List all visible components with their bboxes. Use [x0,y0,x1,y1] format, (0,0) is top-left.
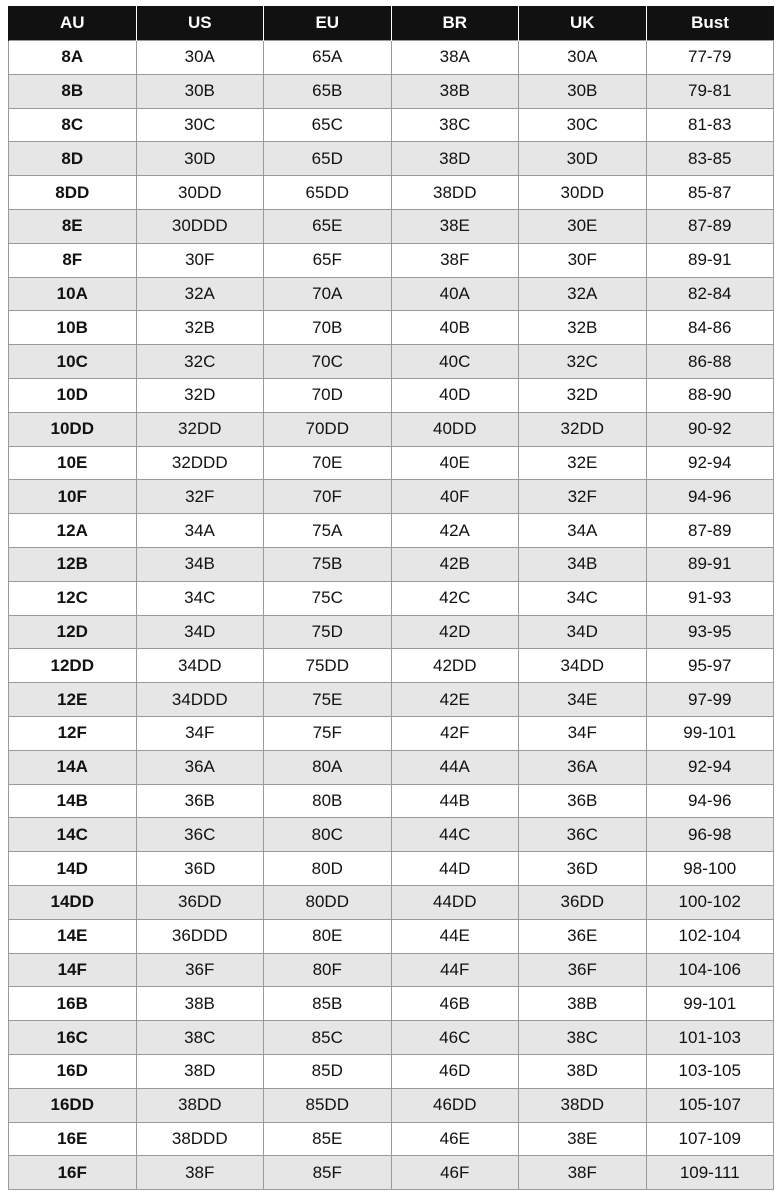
eu-cell: 80B [264,784,392,818]
au-cell: 12A [9,514,137,548]
uk-cell: 32E [519,446,647,480]
us-cell: 30C [136,108,264,142]
us-cell: 36D [136,852,264,886]
au-cell: 10A [9,277,137,311]
br-cell: 38DD [391,176,519,210]
eu-cell: 70F [264,480,392,514]
eu-cell: 70E [264,446,392,480]
bust-cell: 77-79 [646,41,774,75]
br-cell: 44A [391,750,519,784]
bust-cell: 102-104 [646,919,774,953]
us-cell: 30DD [136,176,264,210]
eu-cell: 65A [264,41,392,75]
au-cell: 10D [9,378,137,412]
table-row [9,649,774,683]
uk-cell: 32B [519,311,647,345]
au-cell: 12DD [9,649,137,683]
au-cell: 8F [9,243,137,277]
au-cell: 10F [9,480,137,514]
bust-cell: 85-87 [646,176,774,210]
table-row [9,784,774,818]
table-header [9,6,774,41]
us-cell: 30D [136,142,264,176]
us-cell: 34DD [136,649,264,683]
eu-cell: 80A [264,750,392,784]
uk-cell: 30DD [519,176,647,210]
table-row [9,953,774,987]
uk-cell: 30A [519,41,647,75]
eu-cell: 80C [264,818,392,852]
bust-cell: 99-101 [646,716,774,750]
uk-cell: 34C [519,581,647,615]
br-cell: 40DD [391,412,519,446]
uk-cell: 32A [519,277,647,311]
br-cell: 46F [391,1156,519,1190]
us-cell: 36F [136,953,264,987]
eu-cell: 75A [264,514,392,548]
eu-cell: 70DD [264,412,392,446]
au-cell: 14D [9,852,137,886]
table-row [9,209,774,243]
eu-cell: 65C [264,108,392,142]
br-cell: 38D [391,142,519,176]
bust-cell: 82-84 [646,277,774,311]
bust-cell: 92-94 [646,446,774,480]
size-conversion-table [8,6,774,1190]
us-cell: 34A [136,514,264,548]
au-cell: 10B [9,311,137,345]
eu-cell: 80F [264,953,392,987]
table-row [9,378,774,412]
bust-cell: 103-105 [646,1054,774,1088]
header-row [9,6,774,41]
column-header-us: US [136,6,264,41]
br-cell: 38B [391,74,519,108]
uk-cell: 34F [519,716,647,750]
br-cell: 38A [391,41,519,75]
br-cell: 40F [391,480,519,514]
au-cell: 10DD [9,412,137,446]
au-cell: 16D [9,1054,137,1088]
eu-cell: 70B [264,311,392,345]
uk-cell: 38B [519,987,647,1021]
us-cell: 30F [136,243,264,277]
us-cell: 32A [136,277,264,311]
us-cell: 36DD [136,885,264,919]
eu-cell: 80E [264,919,392,953]
au-cell: 16E [9,1122,137,1156]
eu-cell: 75DD [264,649,392,683]
au-cell: 14A [9,750,137,784]
eu-cell: 70A [264,277,392,311]
eu-cell: 65DD [264,176,392,210]
table-row [9,750,774,784]
table-row [9,919,774,953]
br-cell: 38E [391,209,519,243]
eu-cell: 85D [264,1054,392,1088]
br-cell: 44B [391,784,519,818]
column-header-br: BR [391,6,519,41]
uk-cell: 36D [519,852,647,886]
bust-cell: 83-85 [646,142,774,176]
eu-cell: 75E [264,683,392,717]
uk-cell: 32D [519,378,647,412]
uk-cell: 32F [519,480,647,514]
bust-cell: 104-106 [646,953,774,987]
us-cell: 30B [136,74,264,108]
uk-cell: 38DD [519,1088,647,1122]
au-cell: 8DD [9,176,137,210]
uk-cell: 36DD [519,885,647,919]
table-row [9,1021,774,1055]
table-row [9,683,774,717]
au-cell: 16DD [9,1088,137,1122]
table-row [9,547,774,581]
bust-cell: 93-95 [646,615,774,649]
uk-cell: 30F [519,243,647,277]
table-row [9,1088,774,1122]
uk-cell: 34E [519,683,647,717]
au-cell: 14DD [9,885,137,919]
bust-cell: 109-111 [646,1156,774,1190]
table-row [9,243,774,277]
uk-cell: 38E [519,1122,647,1156]
table-row [9,480,774,514]
br-cell: 44D [391,852,519,886]
br-cell: 46E [391,1122,519,1156]
eu-cell: 65E [264,209,392,243]
uk-cell: 30E [519,209,647,243]
br-cell: 42E [391,683,519,717]
table-row [9,1156,774,1190]
au-cell: 10C [9,345,137,379]
us-cell: 32B [136,311,264,345]
us-cell: 34B [136,547,264,581]
au-cell: 14F [9,953,137,987]
us-cell: 30A [136,41,264,75]
table-row [9,514,774,548]
us-cell: 34C [136,581,264,615]
eu-cell: 85C [264,1021,392,1055]
br-cell: 46B [391,987,519,1021]
br-cell: 42A [391,514,519,548]
br-cell: 44DD [391,885,519,919]
au-cell: 16F [9,1156,137,1190]
bust-cell: 94-96 [646,480,774,514]
uk-cell: 34B [519,547,647,581]
uk-cell: 36C [519,818,647,852]
table-row [9,74,774,108]
bust-cell: 99-101 [646,987,774,1021]
bust-cell: 90-92 [646,412,774,446]
bust-cell: 105-107 [646,1088,774,1122]
br-cell: 46DD [391,1088,519,1122]
br-cell: 40B [391,311,519,345]
us-cell: 38DDD [136,1122,264,1156]
uk-cell: 30B [519,74,647,108]
eu-cell: 80D [264,852,392,886]
uk-cell: 38D [519,1054,647,1088]
au-cell: 12E [9,683,137,717]
us-cell: 36DDD [136,919,264,953]
au-cell: 8E [9,209,137,243]
uk-cell: 30C [519,108,647,142]
bust-cell: 91-93 [646,581,774,615]
table-row [9,716,774,750]
table-row [9,345,774,379]
au-cell: 8C [9,108,137,142]
br-cell: 40C [391,345,519,379]
bust-cell: 98-100 [646,852,774,886]
us-cell: 36C [136,818,264,852]
au-cell: 14E [9,919,137,953]
bust-cell: 87-89 [646,209,774,243]
us-cell: 34DDD [136,683,264,717]
uk-cell: 38F [519,1156,647,1190]
au-cell: 10E [9,446,137,480]
us-cell: 32DD [136,412,264,446]
us-cell: 38F [136,1156,264,1190]
table-row [9,412,774,446]
us-cell: 38C [136,1021,264,1055]
br-cell: 40E [391,446,519,480]
us-cell: 30DDD [136,209,264,243]
uk-cell: 32C [519,345,647,379]
table-row [9,176,774,210]
br-cell: 38C [391,108,519,142]
uk-cell: 34A [519,514,647,548]
eu-cell: 85B [264,987,392,1021]
us-cell: 36A [136,750,264,784]
eu-cell: 75B [264,547,392,581]
br-cell: 46C [391,1021,519,1055]
au-cell: 16C [9,1021,137,1055]
au-cell: 12F [9,716,137,750]
uk-cell: 34DD [519,649,647,683]
uk-cell: 36E [519,919,647,953]
column-header-eu: EU [264,6,392,41]
br-cell: 44C [391,818,519,852]
br-cell: 42C [391,581,519,615]
uk-cell: 30D [519,142,647,176]
bust-cell: 96-98 [646,818,774,852]
eu-cell: 85DD [264,1088,392,1122]
column-header-bust: Bust [646,6,774,41]
uk-cell: 36A [519,750,647,784]
bust-cell: 88-90 [646,378,774,412]
eu-cell: 70D [264,378,392,412]
uk-cell: 32DD [519,412,647,446]
us-cell: 32C [136,345,264,379]
table-row [9,615,774,649]
uk-cell: 36F [519,953,647,987]
table-row [9,1122,774,1156]
us-cell: 34D [136,615,264,649]
us-cell: 38B [136,987,264,1021]
eu-cell: 70C [264,345,392,379]
eu-cell: 65F [264,243,392,277]
us-cell: 34F [136,716,264,750]
eu-cell: 85F [264,1156,392,1190]
bust-cell: 81-83 [646,108,774,142]
br-cell: 44E [391,919,519,953]
table-row [9,41,774,75]
eu-cell: 65D [264,142,392,176]
au-cell: 12B [9,547,137,581]
br-cell: 42B [391,547,519,581]
bust-cell: 107-109 [646,1122,774,1156]
table-row [9,581,774,615]
bust-cell: 79-81 [646,74,774,108]
bust-cell: 92-94 [646,750,774,784]
us-cell: 32F [136,480,264,514]
br-cell: 42DD [391,649,519,683]
eu-cell: 75C [264,581,392,615]
table-row [9,108,774,142]
table-row [9,852,774,886]
bust-cell: 100-102 [646,885,774,919]
uk-cell: 34D [519,615,647,649]
bust-cell: 87-89 [646,514,774,548]
au-cell: 14C [9,818,137,852]
br-cell: 40D [391,378,519,412]
br-cell: 44F [391,953,519,987]
us-cell: 38D [136,1054,264,1088]
br-cell: 38F [391,243,519,277]
au-cell: 8D [9,142,137,176]
table-row [9,885,774,919]
bust-cell: 94-96 [646,784,774,818]
bust-cell: 101-103 [646,1021,774,1055]
table-row [9,446,774,480]
br-cell: 42F [391,716,519,750]
au-cell: 12D [9,615,137,649]
br-cell: 42D [391,615,519,649]
table-row [9,1054,774,1088]
eu-cell: 85E [264,1122,392,1156]
us-cell: 38DD [136,1088,264,1122]
eu-cell: 75F [264,716,392,750]
table-row [9,987,774,1021]
bust-cell: 95-97 [646,649,774,683]
bust-cell: 97-99 [646,683,774,717]
au-cell: 8B [9,74,137,108]
eu-cell: 80DD [264,885,392,919]
eu-cell: 65B [264,74,392,108]
br-cell: 40A [391,277,519,311]
us-cell: 32D [136,378,264,412]
table-row [9,142,774,176]
au-cell: 8A [9,41,137,75]
table-row [9,818,774,852]
table-body [9,41,774,1190]
eu-cell: 75D [264,615,392,649]
bust-cell: 86-88 [646,345,774,379]
au-cell: 14B [9,784,137,818]
column-header-au: AU [9,6,137,41]
bust-cell: 89-91 [646,547,774,581]
bust-cell: 84-86 [646,311,774,345]
table-row [9,311,774,345]
au-cell: 12C [9,581,137,615]
table-row [9,277,774,311]
uk-cell: 36B [519,784,647,818]
us-cell: 36B [136,784,264,818]
us-cell: 32DDD [136,446,264,480]
au-cell: 16B [9,987,137,1021]
column-header-uk: UK [519,6,647,41]
br-cell: 46D [391,1054,519,1088]
bust-cell: 89-91 [646,243,774,277]
uk-cell: 38C [519,1021,647,1055]
